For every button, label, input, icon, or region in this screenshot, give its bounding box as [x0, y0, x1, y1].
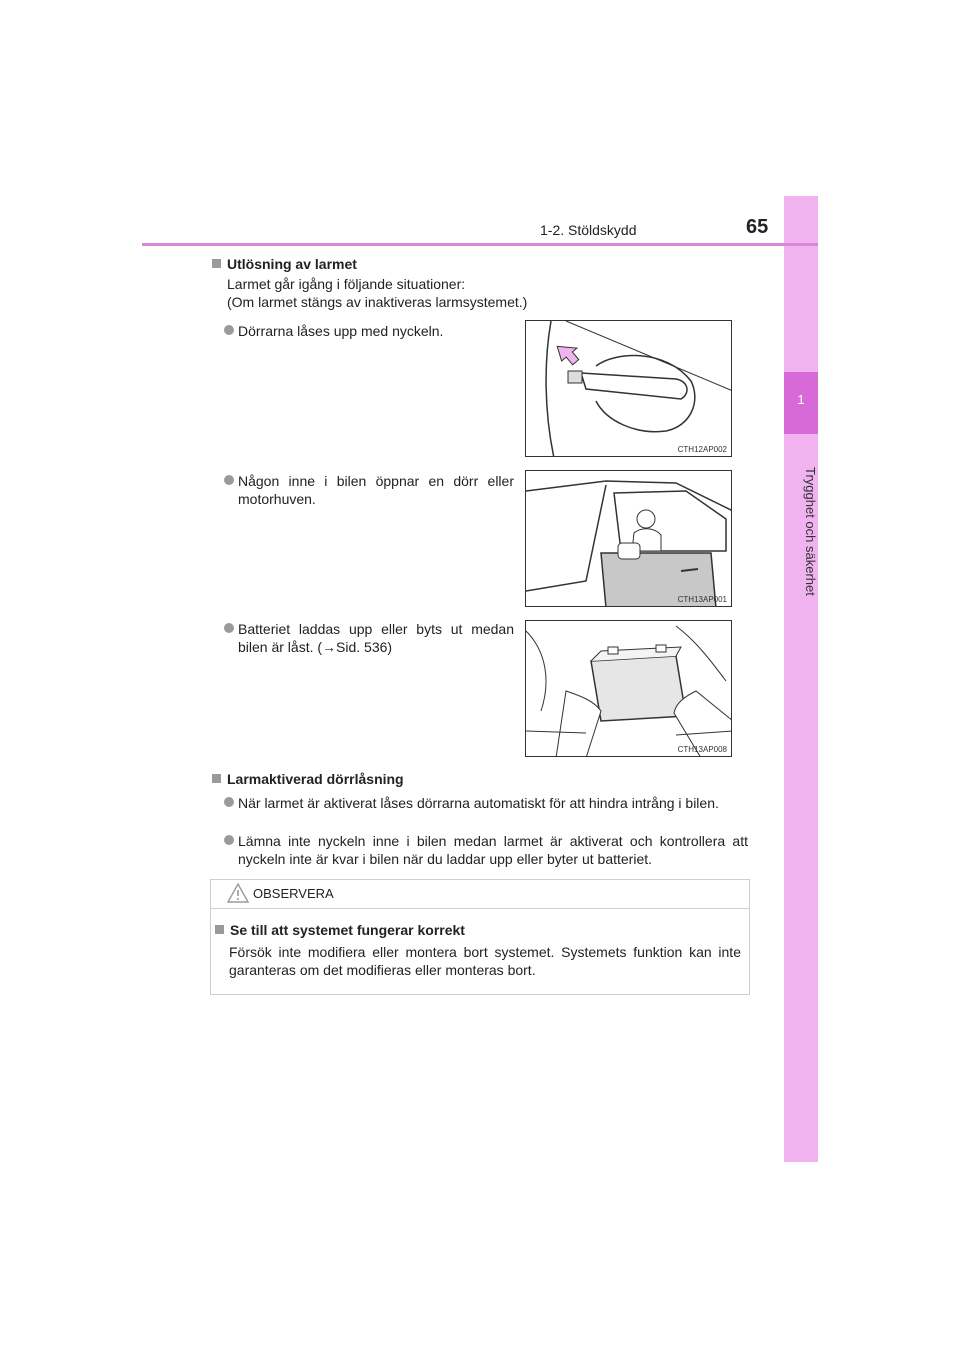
illustration-door-unlock	[525, 320, 732, 457]
notice-title: OBSERVERA	[253, 886, 334, 901]
warning-icon	[227, 883, 249, 903]
list-item: Lämna inte nyckeln inne i bilen medan larmet är aktiverat och kontrollera att nyckeln inte är kvar i bilen när du laddar upp eller byter ut batteriet.	[224, 832, 748, 868]
bullet-dot-icon	[224, 325, 234, 335]
illustration-door-opening	[525, 470, 732, 607]
intro-text-1: Larmet går igång i följande situationer:	[227, 276, 466, 292]
square-bullet-icon	[215, 925, 224, 934]
list-item: Batteriet laddas upp eller byts ut medan bilen är låst. (→Sid. 536)	[224, 620, 514, 656]
section-title: 1-2. Stöldskydd	[540, 222, 637, 238]
list-item: Någon inne i bilen öppnar en dörr eller motorhuven.	[224, 472, 514, 508]
battery-hands-drawing	[526, 621, 732, 757]
section-heading-door-lock: Larmaktiverad dörrlåsning	[212, 771, 404, 787]
bullet-dot-icon	[224, 797, 234, 807]
square-bullet-icon	[212, 259, 221, 268]
bullet-dot-icon	[224, 835, 234, 845]
header-divider	[142, 243, 818, 246]
list-item: Dörrarna låses upp med nyckeln.	[224, 322, 514, 340]
notice-box	[210, 879, 750, 995]
car-door-person-drawing	[526, 471, 732, 607]
list-item: När larmet är aktiverat låses dörrarna automatiskt för att hindra intrång i bilen.	[224, 794, 748, 812]
notice-header	[211, 880, 749, 909]
chapter-title: Trygghet och säkerhet	[803, 466, 818, 596]
section-heading-alarm-trigger: Utlösning av larmet	[212, 256, 357, 272]
square-bullet-icon	[212, 774, 221, 783]
image-code: CTH13AP001	[677, 595, 727, 604]
bullet-dot-icon	[224, 475, 234, 485]
illustration-battery	[525, 620, 732, 757]
image-code: CTH13AP008	[677, 745, 727, 754]
bullet-dot-icon	[224, 623, 234, 633]
chapter-number: 1	[797, 392, 805, 407]
page-number: 65	[746, 216, 769, 238]
door-handle-key-drawing	[526, 321, 732, 457]
intro-text-2: (Om larmet stängs av inaktiveras larmsystemet.)	[227, 294, 528, 310]
notice-heading: Se till att systemet fungerar korrekt	[215, 922, 465, 938]
chapter-side-tab	[784, 196, 818, 1162]
notice-text: Försök inte modifiera eller montera bort systemet. Systemets funktion kan inte garanteras om det modifieras eller monteras bort.	[229, 944, 741, 978]
image-code: CTH12AP002	[677, 445, 727, 454]
